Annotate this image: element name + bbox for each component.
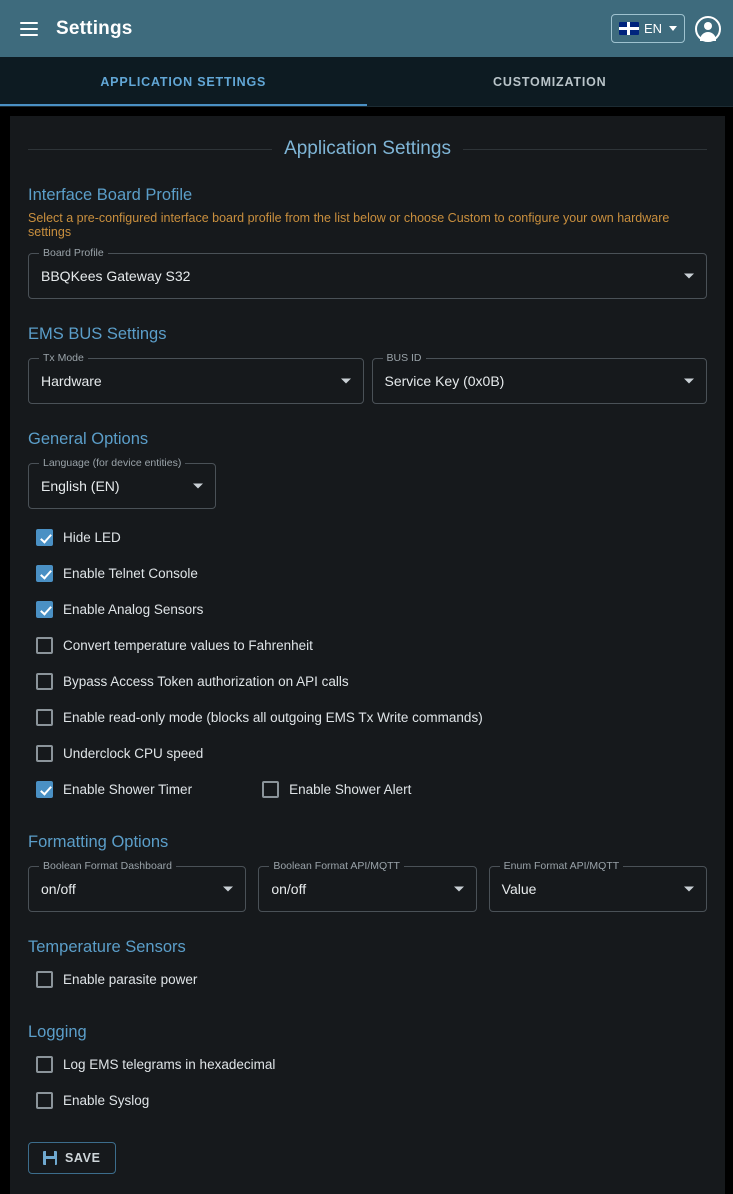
general-options-checkbox-list: [28, 519, 707, 807]
tx-mode-select[interactable]: [28, 358, 364, 404]
section-heading-ems-bus-settings: EMS BUS Settings: [28, 325, 707, 344]
checkbox-row-enable-syslog[interactable]: [36, 1082, 707, 1118]
divider-right: [463, 149, 707, 150]
checkbox-underclock-cpu[interactable]: [36, 745, 53, 762]
formatting-options-row: [28, 852, 707, 912]
language-value: English (EN): [41, 478, 120, 494]
checkbox-enable-syslog[interactable]: [36, 1092, 53, 1109]
checkbox-read-only-mode[interactable]: [36, 709, 53, 726]
checkbox-row-parasite-power[interactable]: [36, 961, 707, 997]
bus-id-label: BUS ID: [383, 352, 426, 364]
tab-customization[interactable]: [367, 57, 733, 106]
language-selector-label: EN: [644, 21, 662, 36]
bus-id-select[interactable]: [372, 358, 708, 404]
checkbox-enable-telnet-console[interactable]: [36, 565, 53, 582]
checkbox-row-read-only-mode[interactable]: [36, 699, 707, 735]
tab-application-settings-label: APPLICATION SETTINGS: [100, 75, 266, 89]
section-heading-formatting-options: Formatting Options: [28, 833, 707, 852]
tx-mode-label: Tx Mode: [39, 352, 88, 364]
checkbox-row-shower: [36, 771, 707, 807]
account-circle-icon[interactable]: [695, 16, 721, 42]
topbar-actions: [611, 14, 721, 43]
chevron-down-icon: [684, 274, 694, 279]
boolean-format-dashboard-value: on/off: [41, 881, 76, 897]
board-profile-select[interactable]: [28, 253, 707, 299]
tab-bar: [0, 57, 733, 107]
save-button[interactable]: [28, 1142, 116, 1174]
save-button-label: SAVE: [65, 1151, 101, 1165]
boolean-format-dashboard-select[interactable]: [28, 866, 246, 912]
checkbox-parasite-power[interactable]: [36, 971, 53, 988]
checkbox-enable-shower-alert[interactable]: [262, 781, 279, 798]
language-label: Language (for device entities): [39, 457, 185, 469]
divider-left: [28, 149, 272, 150]
checkbox-row-convert-fahrenheit[interactable]: [36, 627, 707, 663]
checkbox-underclock-cpu-label: Underclock CPU speed: [63, 746, 203, 761]
chevron-down-icon: [454, 887, 464, 892]
tab-customization-label: CUSTOMIZATION: [493, 75, 606, 89]
board-profile-value: BBQKees Gateway S32: [41, 268, 190, 284]
checkbox-row-hex-telegrams[interactable]: [36, 1046, 707, 1082]
chevron-down-icon: [341, 379, 351, 384]
page-title: Settings: [56, 18, 133, 40]
checkbox-read-only-mode-label: Enable read-only mode (blocks all outgoing EMS Tx Write commands): [63, 710, 483, 725]
language-select[interactable]: [28, 463, 216, 509]
checkbox-enable-syslog-label: Enable Syslog: [63, 1093, 149, 1108]
hamburger-menu-icon[interactable]: [12, 12, 46, 46]
interface-board-profile-note: Select a pre-configured interface board profile from the list below or choose Custom to configure your own hardware settings: [28, 211, 707, 239]
language-selector-button[interactable]: [611, 14, 685, 43]
checkbox-enable-shower-alert-label: Enable Shower Alert: [289, 782, 411, 797]
bus-id-value: Service Key (0x0B): [385, 373, 505, 389]
checkbox-hide-led-label: Hide LED: [63, 530, 121, 545]
enum-format-api-label: Enum Format API/MQTT: [500, 860, 624, 872]
checkbox-row-enable-analog-sensors[interactable]: [36, 591, 707, 627]
checkbox-parasite-power-label: Enable parasite power: [63, 972, 197, 987]
enum-format-api-select[interactable]: [489, 866, 707, 912]
checkbox-row-underclock-cpu[interactable]: [36, 735, 707, 771]
chevron-down-icon: [669, 26, 677, 31]
floppy-disk-icon: [43, 1151, 57, 1165]
checkbox-enable-shower-timer[interactable]: [36, 781, 53, 798]
checkbox-convert-fahrenheit-label: Convert temperature values to Fahrenheit: [63, 638, 313, 653]
boolean-format-dashboard-label: Boolean Format Dashboard: [39, 860, 176, 872]
checkbox-row-enable-telnet-console[interactable]: [36, 555, 707, 591]
checkbox-hex-telegrams[interactable]: [36, 1056, 53, 1073]
boolean-format-api-select[interactable]: [258, 866, 476, 912]
tx-mode-value: Hardware: [41, 373, 102, 389]
checkbox-enable-telnet-console-label: Enable Telnet Console: [63, 566, 198, 581]
enum-format-api-value: Value: [502, 881, 537, 897]
uk-flag-icon: [619, 22, 639, 35]
checkbox-bypass-access-token-label: Bypass Access Token authorization on API calls: [63, 674, 349, 689]
board-profile-label: Board Profile: [39, 247, 108, 259]
panel-title-row: [28, 116, 707, 160]
checkbox-enable-shower-timer-label: Enable Shower Timer: [63, 782, 192, 797]
boolean-format-api-value: on/off: [271, 881, 306, 897]
section-heading-general-options: General Options: [28, 430, 707, 449]
section-heading-logging: Logging: [28, 1023, 707, 1042]
tab-application-settings[interactable]: [0, 57, 367, 106]
checkbox-row-bypass-access-token[interactable]: [36, 663, 707, 699]
section-heading-interface-board-profile: Interface Board Profile: [28, 186, 707, 205]
checkbox-hex-telegrams-label: Log EMS telegrams in hexadecimal: [63, 1057, 275, 1072]
boolean-format-api-label: Boolean Format API/MQTT: [269, 860, 404, 872]
section-heading-temperature-sensors: Temperature Sensors: [28, 938, 707, 957]
checkbox-enable-analog-sensors-label: Enable Analog Sensors: [63, 602, 203, 617]
chevron-down-icon: [223, 887, 233, 892]
panel-title: Application Settings: [284, 138, 451, 160]
settings-panel: [10, 116, 725, 1194]
checkbox-hide-led[interactable]: [36, 529, 53, 546]
chevron-down-icon: [684, 887, 694, 892]
checkbox-bypass-access-token[interactable]: [36, 673, 53, 690]
checkbox-convert-fahrenheit[interactable]: [36, 637, 53, 654]
chevron-down-icon: [193, 484, 203, 489]
checkbox-enable-analog-sensors[interactable]: [36, 601, 53, 618]
ems-bus-row: [28, 344, 707, 404]
top-app-bar: [0, 0, 733, 57]
checkbox-row-hide-led[interactable]: [36, 519, 707, 555]
chevron-down-icon: [684, 379, 694, 384]
